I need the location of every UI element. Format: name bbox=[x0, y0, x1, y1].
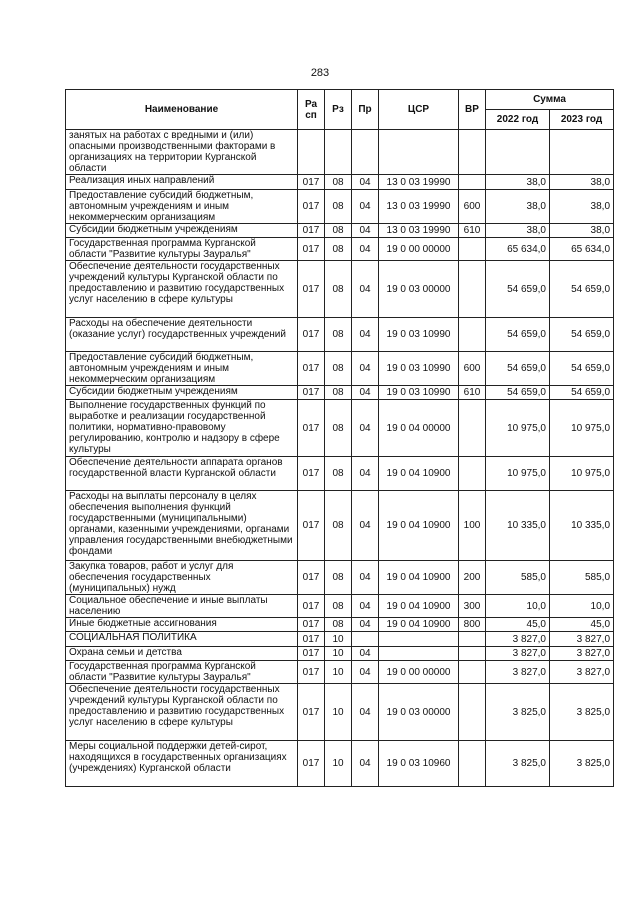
table-row bbox=[66, 224, 614, 238]
row-rz: 08 bbox=[325, 261, 352, 318]
row-rz: 08 bbox=[325, 175, 352, 190]
row-sum-2022: 10 975,0 bbox=[486, 457, 550, 491]
row-name: Предоставление субсидий бюджетным, автономным учреждениям и иным некоммерческим организациям bbox=[66, 352, 298, 386]
table-row bbox=[66, 238, 614, 261]
row-pr bbox=[352, 130, 379, 175]
row-razdel: 017 bbox=[298, 400, 325, 457]
row-csr: 19 0 03 10990 bbox=[379, 352, 459, 386]
row-pr: 04 bbox=[352, 595, 379, 618]
table-row bbox=[66, 661, 614, 684]
row-name: Расходы на обеспечение деятельности (оказание услуг) государственных учреждений bbox=[66, 318, 298, 352]
row-razdel: 017 bbox=[298, 457, 325, 491]
row-sum-2023: 45,0 bbox=[550, 618, 614, 632]
row-sum-2023: 3 825,0 bbox=[550, 684, 614, 741]
header-csr: ЦСР bbox=[379, 90, 459, 130]
row-rz: 10 bbox=[325, 661, 352, 684]
row-rz: 08 bbox=[325, 618, 352, 632]
row-rz: 08 bbox=[325, 400, 352, 457]
row-vr bbox=[459, 400, 486, 457]
row-pr: 04 bbox=[352, 684, 379, 741]
row-rz: 08 bbox=[325, 386, 352, 400]
row-sum-2022: 54 659,0 bbox=[486, 352, 550, 386]
row-name: СОЦИАЛЬНАЯ ПОЛИТИКА bbox=[66, 632, 298, 647]
row-razdel: 017 bbox=[298, 684, 325, 741]
row-vr: 300 bbox=[459, 595, 486, 618]
row-sum-2022: 38,0 bbox=[486, 224, 550, 238]
row-pr: 04 bbox=[352, 661, 379, 684]
row-vr bbox=[459, 457, 486, 491]
row-pr: 04 bbox=[352, 318, 379, 352]
row-rz: 08 bbox=[325, 457, 352, 491]
row-vr: 600 bbox=[459, 352, 486, 386]
row-rz: 10 bbox=[325, 741, 352, 787]
row-pr: 04 bbox=[352, 400, 379, 457]
header-name: Наименование bbox=[66, 90, 298, 130]
row-sum-2022: 10 335,0 bbox=[486, 491, 550, 561]
row-vr: 600 bbox=[459, 190, 486, 224]
row-razdel: 017 bbox=[298, 190, 325, 224]
row-csr: 19 0 03 00000 bbox=[379, 261, 459, 318]
row-vr: 800 bbox=[459, 618, 486, 632]
row-sum-2022: 54 659,0 bbox=[486, 261, 550, 318]
row-razdel: 017 bbox=[298, 238, 325, 261]
row-sum-2023: 10 975,0 bbox=[550, 400, 614, 457]
row-sum-2022: 3 827,0 bbox=[486, 661, 550, 684]
row-pr: 04 bbox=[352, 457, 379, 491]
row-vr bbox=[459, 632, 486, 647]
row-sum-2023: 54 659,0 bbox=[550, 318, 614, 352]
row-vr bbox=[459, 661, 486, 684]
table-row bbox=[66, 352, 614, 386]
row-sum-2023: 10 335,0 bbox=[550, 491, 614, 561]
row-pr: 04 bbox=[352, 352, 379, 386]
row-name: Субсидии бюджетным учреждениям bbox=[66, 224, 298, 238]
row-csr: 13 0 03 19990 bbox=[379, 175, 459, 190]
row-razdel: 017 bbox=[298, 175, 325, 190]
row-pr: 04 bbox=[352, 386, 379, 400]
row-rz: 08 bbox=[325, 224, 352, 238]
row-razdel: 017 bbox=[298, 595, 325, 618]
row-pr: 04 bbox=[352, 741, 379, 787]
table-row bbox=[66, 741, 614, 787]
row-razdel: 017 bbox=[298, 261, 325, 318]
row-sum-2023: 54 659,0 bbox=[550, 261, 614, 318]
row-sum-2023: 38,0 bbox=[550, 190, 614, 224]
table-row bbox=[66, 491, 614, 561]
row-name: Закупка товаров, работ и услуг для обеспечения государственных (муниципальных) нужд bbox=[66, 561, 298, 595]
row-sum-2022: 3 827,0 bbox=[486, 647, 550, 661]
row-vr: 610 bbox=[459, 224, 486, 238]
header-pr: Пр bbox=[352, 90, 379, 130]
row-pr: 04 bbox=[352, 561, 379, 595]
row-name: Государственная программа Курганской области "Развитие культуры Зауралья" bbox=[66, 661, 298, 684]
table-row bbox=[66, 632, 614, 647]
row-name: Субсидии бюджетным учреждениям bbox=[66, 386, 298, 400]
row-rz bbox=[325, 130, 352, 175]
row-csr: 19 0 03 00000 bbox=[379, 684, 459, 741]
row-name: Обеспечение деятельности государственных учреждений культуры Курганской области по предоставлению и развитию государственных услуг населению в сфере культуры bbox=[66, 261, 298, 318]
header-year-2023: 2023 год bbox=[550, 110, 614, 130]
header-rz: Рз bbox=[325, 90, 352, 130]
row-name: Государственная программа Курганской области "Развитие культуры Зауралья" bbox=[66, 238, 298, 261]
row-rz: 08 bbox=[325, 352, 352, 386]
row-pr: 04 bbox=[352, 238, 379, 261]
row-vr bbox=[459, 130, 486, 175]
table-row bbox=[66, 684, 614, 741]
row-sum-2022: 54 659,0 bbox=[486, 386, 550, 400]
row-razdel: 017 bbox=[298, 618, 325, 632]
row-sum-2022: 3 825,0 bbox=[486, 684, 550, 741]
row-razdel: 017 bbox=[298, 352, 325, 386]
row-name: Выполнение государственных функций по выработке и реализации государственной политики, нормативно-правовому регулированию, контролю и надзору в сфере культуры bbox=[66, 400, 298, 457]
row-csr: 19 0 03 10990 bbox=[379, 386, 459, 400]
row-pr: 04 bbox=[352, 224, 379, 238]
row-name: Социальное обеспечение и иные выплаты населению bbox=[66, 595, 298, 618]
table-row bbox=[66, 400, 614, 457]
row-rz: 08 bbox=[325, 595, 352, 618]
row-razdel: 017 bbox=[298, 318, 325, 352]
row-name: Предоставление субсидий бюджетным, автономным учреждениям и иным некоммерческим организациям bbox=[66, 190, 298, 224]
row-csr: 13 0 03 19990 bbox=[379, 190, 459, 224]
row-pr: 04 bbox=[352, 618, 379, 632]
table-row bbox=[66, 457, 614, 491]
row-pr: 04 bbox=[352, 261, 379, 318]
row-rz: 10 bbox=[325, 632, 352, 647]
row-csr bbox=[379, 647, 459, 661]
table-row bbox=[66, 561, 614, 595]
row-name: Иные бюджетные ассигнования bbox=[66, 618, 298, 632]
row-csr bbox=[379, 632, 459, 647]
row-csr: 19 0 04 10900 bbox=[379, 595, 459, 618]
row-sum-2023: 54 659,0 bbox=[550, 386, 614, 400]
row-sum-2023: 3 827,0 bbox=[550, 632, 614, 647]
row-razdel: 017 bbox=[298, 491, 325, 561]
row-sum-2023: 3 825,0 bbox=[550, 741, 614, 787]
row-razdel: 017 bbox=[298, 647, 325, 661]
row-sum-2022: 38,0 bbox=[486, 190, 550, 224]
row-pr: 04 bbox=[352, 491, 379, 561]
table-row bbox=[66, 618, 614, 632]
table-row bbox=[66, 386, 614, 400]
row-csr: 19 0 03 10990 bbox=[379, 318, 459, 352]
table-row bbox=[66, 318, 614, 352]
row-csr: 19 0 04 10900 bbox=[379, 561, 459, 595]
row-vr bbox=[459, 261, 486, 318]
header-razdel: Ра сп bbox=[298, 90, 325, 130]
row-sum-2022: 585,0 bbox=[486, 561, 550, 595]
row-csr: 19 0 00 00000 bbox=[379, 238, 459, 261]
row-rz: 08 bbox=[325, 238, 352, 261]
row-rz: 08 bbox=[325, 561, 352, 595]
row-csr: 13 0 03 19990 bbox=[379, 224, 459, 238]
row-csr: 19 0 04 00000 bbox=[379, 400, 459, 457]
row-razdel: 017 bbox=[298, 561, 325, 595]
row-name: Расходы на выплаты персоналу в целях обеспечения выполнения функций государственными (муниципальными) органами, казенными учреждениями, органами управления государственными внебюджетными фондами bbox=[66, 491, 298, 561]
row-csr: 19 0 00 00000 bbox=[379, 661, 459, 684]
row-sum-2023: 65 634,0 bbox=[550, 238, 614, 261]
row-sum-2022: 45,0 bbox=[486, 618, 550, 632]
row-rz: 10 bbox=[325, 684, 352, 741]
row-sum-2023: 3 827,0 bbox=[550, 647, 614, 661]
row-sum-2023 bbox=[550, 130, 614, 175]
row-sum-2023: 3 827,0 bbox=[550, 661, 614, 684]
row-sum-2023: 585,0 bbox=[550, 561, 614, 595]
row-vr: 610 bbox=[459, 386, 486, 400]
table-row bbox=[66, 261, 614, 318]
row-csr bbox=[379, 130, 459, 175]
row-razdel: 017 bbox=[298, 386, 325, 400]
header-year-2022: 2022 год bbox=[486, 110, 550, 130]
row-sum-2022: 3 827,0 bbox=[486, 632, 550, 647]
row-vr bbox=[459, 741, 486, 787]
table-body bbox=[66, 130, 614, 787]
page-number: 283 bbox=[310, 67, 330, 79]
row-razdel: 017 bbox=[298, 741, 325, 787]
row-sum-2022: 10 975,0 bbox=[486, 400, 550, 457]
row-razdel: 017 bbox=[298, 632, 325, 647]
row-name: Меры социальной поддержки детей-сирот, находящихся в государственных организациях (учреждениях) Курганской области bbox=[66, 741, 298, 787]
row-vr bbox=[459, 175, 486, 190]
row-sum-2022: 65 634,0 bbox=[486, 238, 550, 261]
row-csr: 19 0 04 10900 bbox=[379, 457, 459, 491]
row-sum-2022: 3 825,0 bbox=[486, 741, 550, 787]
row-name: Реализация иных направлений bbox=[66, 175, 298, 190]
row-pr: 04 bbox=[352, 647, 379, 661]
table-row bbox=[66, 175, 614, 190]
row-rz: 10 bbox=[325, 647, 352, 661]
row-sum-2022: 54 659,0 bbox=[486, 318, 550, 352]
header-sum: Сумма bbox=[486, 90, 614, 110]
row-name: Охрана семьи и детства bbox=[66, 647, 298, 661]
row-pr: 04 bbox=[352, 190, 379, 224]
table-row bbox=[66, 130, 614, 175]
table-row bbox=[66, 647, 614, 661]
row-vr bbox=[459, 647, 486, 661]
row-sum-2023: 38,0 bbox=[550, 175, 614, 190]
row-sum-2023: 54 659,0 bbox=[550, 352, 614, 386]
row-name: Обеспечение деятельности государственных учреждений культуры Курганской области по предоставлению и развитию государственных услуг населению в сфере культуры bbox=[66, 684, 298, 741]
row-rz: 08 bbox=[325, 491, 352, 561]
row-rz: 08 bbox=[325, 190, 352, 224]
row-csr: 19 0 04 10900 bbox=[379, 491, 459, 561]
row-vr bbox=[459, 238, 486, 261]
budget-table bbox=[65, 89, 614, 787]
header-vr: ВР bbox=[459, 90, 486, 130]
row-razdel: 017 bbox=[298, 224, 325, 238]
row-pr: 04 bbox=[352, 175, 379, 190]
row-name: занятых на работах с вредными и (или) опасными производственными факторами в организациях на территории Курганской области bbox=[66, 130, 298, 175]
row-sum-2022: 10,0 bbox=[486, 595, 550, 618]
table-row bbox=[66, 190, 614, 224]
row-vr: 100 bbox=[459, 491, 486, 561]
row-sum-2023: 10 975,0 bbox=[550, 457, 614, 491]
row-rz: 08 bbox=[325, 318, 352, 352]
row-vr bbox=[459, 318, 486, 352]
row-pr bbox=[352, 632, 379, 647]
row-csr: 19 0 04 10900 bbox=[379, 618, 459, 632]
table-row bbox=[66, 595, 614, 618]
row-razdel bbox=[298, 130, 325, 175]
row-vr: 200 bbox=[459, 561, 486, 595]
row-sum-2023: 38,0 bbox=[550, 224, 614, 238]
row-name: Обеспечение деятельности аппарата органов государственной власти Курганской области bbox=[66, 457, 298, 491]
row-vr bbox=[459, 684, 486, 741]
row-csr: 19 0 03 10960 bbox=[379, 741, 459, 787]
row-razdel: 017 bbox=[298, 661, 325, 684]
row-sum-2022: 38,0 bbox=[486, 175, 550, 190]
row-sum-2023: 10,0 bbox=[550, 595, 614, 618]
row-sum-2022 bbox=[486, 130, 550, 175]
